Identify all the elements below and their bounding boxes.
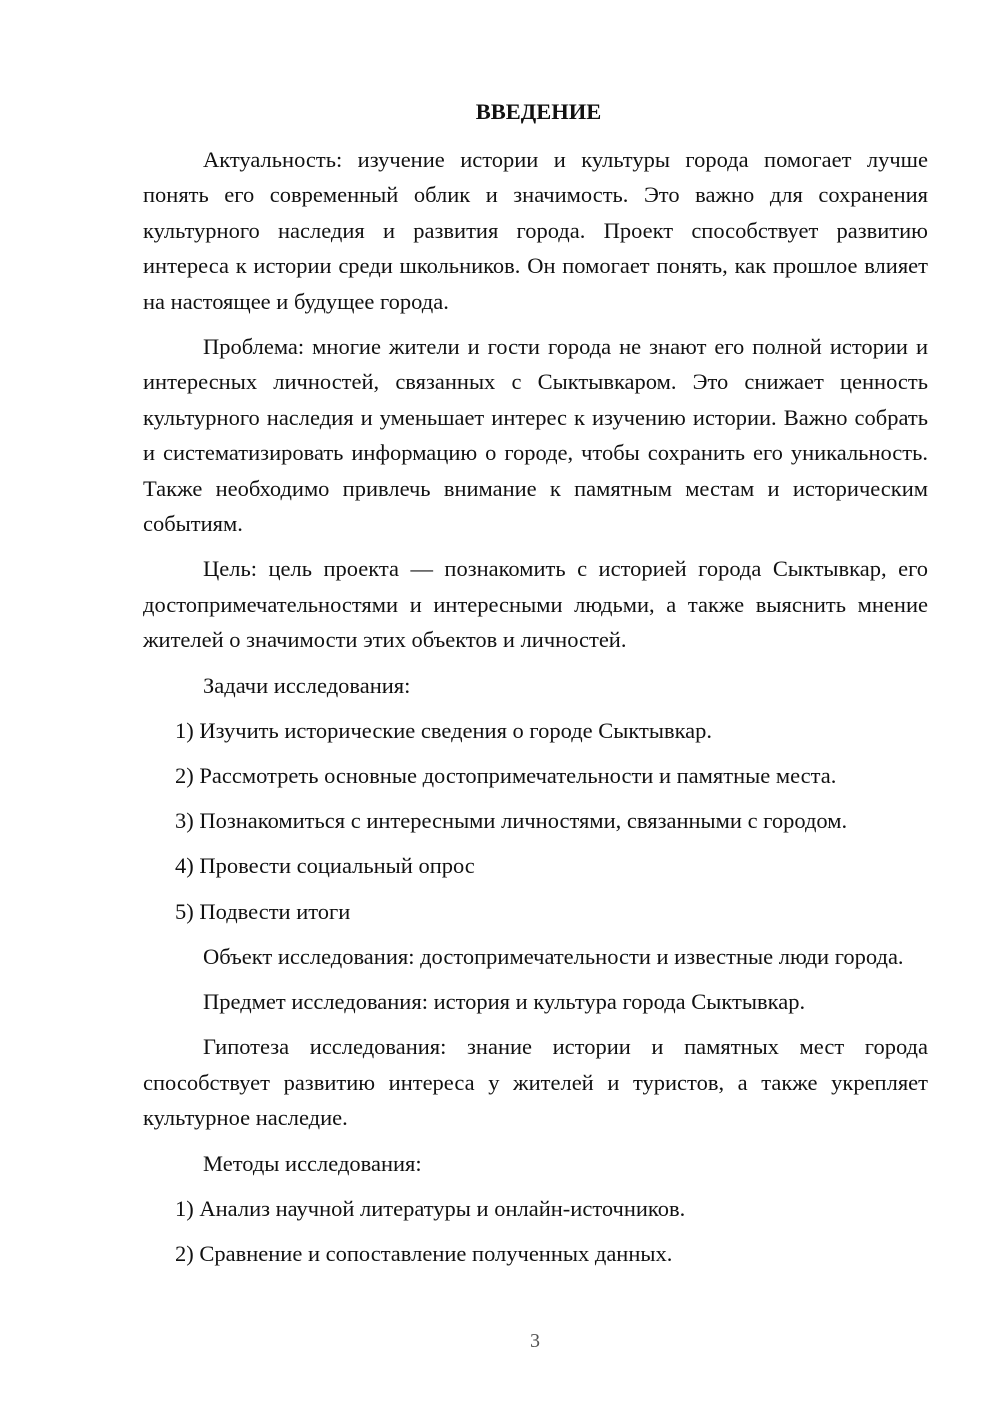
- method-item-1: 1) Анализ научной литературы и онлайн-источников.: [175, 1195, 686, 1221]
- tasks-heading: Задачи исследования:: [203, 672, 411, 698]
- hypothesis-paragraph: Гипотеза исследования: знание истории и памятных мест города способствует развитию интереса у жителей и туристов, а также укрепляет культурное наследие.: [143, 1034, 928, 1131]
- task-item-5: 5) Подвести итоги: [175, 898, 351, 924]
- relevance-paragraph: Актуальность: изучение истории и культуры города помогает лучше понять его современный облик и значимость. Это важно для сохранения культурного наследия и развития города. Проект способствует развитию интереса к истории среди школьников. Он помогает понять, как прошлое влияет на настоящее и будущее города.: [143, 147, 928, 314]
- method-item-2: 2) Сравнение и сопоставление полученных данных.: [175, 1241, 673, 1266]
- subject-paragraph: Предмет исследования: история и культура города Сыктывкар.: [203, 989, 806, 1015]
- task-item-3: 3) Познакомиться с интересными личностями, связанными с городом.: [175, 808, 848, 834]
- page-number: 3: [530, 1330, 540, 1352]
- task-item-2: 2) Рассмотреть основные достопримечательности и памятные места.: [175, 763, 837, 789]
- methods-heading: Методы исследования:: [203, 1150, 422, 1176]
- problem-paragraph: Проблема: многие жители и гости города не знают его полной истории и интересных личностей, связанных с Сыктывкаром. Это снижает ценность культурного наследия и уменьшает интерес к изучению истории. Важно собрать и систематизировать информацию о городе, чтобы сохранить его уникальность. Также необходимо привлечь внимание к памятным местам и историческим событиям.: [143, 334, 928, 537]
- section-title: ВВЕДЕНИЕ: [475, 99, 602, 124]
- task-item-4: 4) Провести социальный опрос: [175, 853, 475, 879]
- object-paragraph: Объект исследования: достопримечательности и известные люди города.: [203, 943, 904, 969]
- page-content: [143, 94, 928, 1281]
- goal-paragraph: Цель: цель проекта — познакомить с историей города Сыктывкар, его достопримечательностями и интересными людьми, а также выяснить мнение жителей о значимости этих объектов и личностей.: [143, 556, 928, 653]
- task-item-1: 1) Изучить исторические сведения о городе Сыктывкар.: [175, 717, 713, 743]
